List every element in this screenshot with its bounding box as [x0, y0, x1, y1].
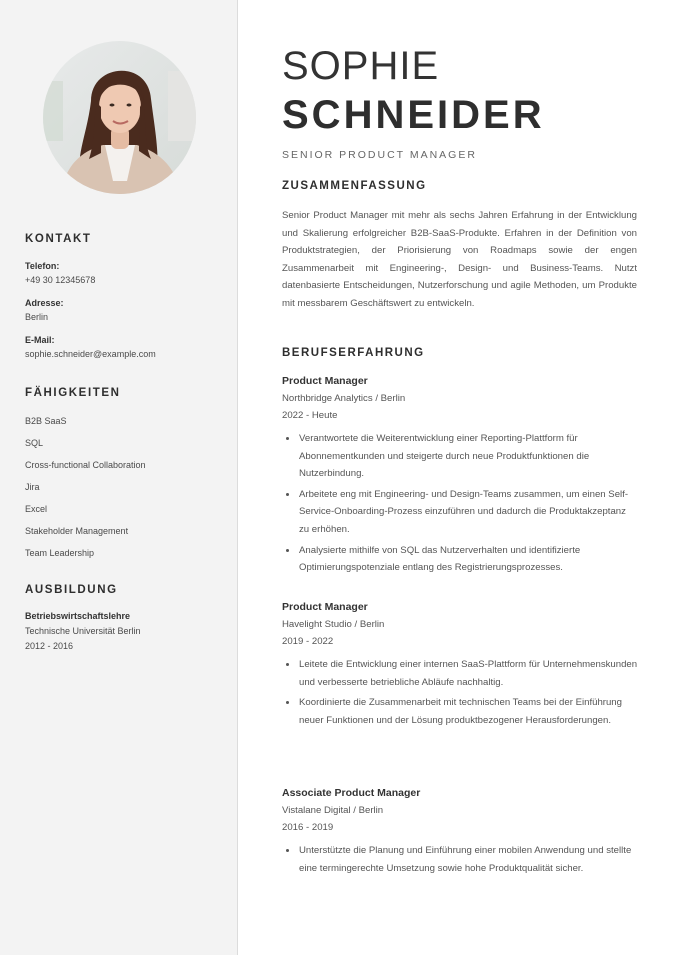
skill-item: B2B SaaS — [25, 416, 67, 426]
job-dates: 2019 - 2022 — [282, 636, 334, 647]
education-dates: 2012 - 2016 — [25, 641, 74, 651]
skill-item: Jira — [25, 482, 40, 492]
skills-section — [25, 387, 225, 564]
education-entry — [25, 609, 225, 654]
skill-item: SQL — [25, 438, 44, 448]
experience-heading: BERUFSERFAHRUNG — [282, 347, 425, 359]
portrait-image — [43, 41, 196, 194]
job-dates: 2022 - Heute — [282, 410, 338, 421]
job-company: Vistalane Digital / Berlin — [282, 805, 384, 816]
job-bullets — [282, 656, 638, 729]
job-dates: 2016 - 2019 — [282, 822, 334, 833]
job-bullet: Arbeitete eng mit Engineering- und Design-Teams zusammen, um einen Self-Service-Onboarding-Prozess einzuführen und dadurch die Produktakzeptanz zu erhöhen. — [282, 486, 638, 539]
skills-list — [25, 410, 225, 564]
skill-item: Team Leadership — [25, 548, 95, 558]
job-bullet: Koordinierte die Zusammenarbeit mit technischen Teams bei der Einführung neuer Funktionen und der Lösung produktbezogener Herausforderungen. — [282, 694, 638, 729]
job-bullets — [282, 430, 638, 577]
skill-item: Cross-functional Collaboration — [25, 460, 146, 470]
first-name: SOPHIE — [282, 44, 440, 88]
skill-item: Excel — [25, 504, 48, 514]
job-company: Northbridge Analytics / Berlin — [282, 393, 406, 404]
job-entry — [282, 785, 638, 880]
education-school: Technische Universität Berlin — [25, 626, 141, 636]
job-entry — [282, 599, 638, 732]
job-role: Product Manager — [282, 601, 368, 613]
skills-heading: FÄHIGKEITEN — [25, 387, 121, 399]
education-section — [25, 584, 225, 654]
email-value: sophie.schneider@example.com — [25, 349, 156, 359]
phone-label: Telefon: — [25, 261, 60, 271]
contact-phone — [25, 259, 225, 287]
profile-photo — [43, 41, 196, 194]
job-title: SENIOR PRODUCT MANAGER — [282, 149, 477, 161]
contact-address — [25, 296, 225, 324]
address-label: Adresse: — [25, 298, 64, 308]
job-bullet: Leitete die Entwicklung einer internen SaaS-Plattform für Unternehmenskunden und verbesserte betriebliche Abläufe nachhaltig. — [282, 656, 638, 691]
summary-text: Senior Product Manager mit mehr als sechs Jahren Erfahrung in der Entwicklung und Skalierung erfolgreicher B2B-SaaS-Produkte. Erfahren in der Definition von Produktstrategien, der Priorisierung von Roadmaps sowie der engen Zusammenarbeit mit Engineering-, Design- und Business-Teams. Nutzt datenbasierte Entscheidungen, Nutzerforschung und agile Methoden, um Produkte mit messbarem Geschäftswert zu entwickeln. — [282, 210, 637, 309]
phone-value: +49 30 12345678 — [25, 275, 96, 285]
job-bullet: Analysierte mithilfe von SQL das Nutzerverhalten und identifizierte Optimierungspotenziale entlang des Registrierungsprozesses. — [282, 542, 638, 577]
contact-section — [25, 233, 225, 361]
job-bullet: Unterstützte die Planung und Einführung einer mobilen Anwendung und stellte eine termingerechte Umsetzung sowie hohe Produktqualität sicher. — [282, 842, 638, 877]
job-bullet: Verantwortete die Weiterentwicklung einer Reporting-Plattform für Abonnementkunden und steigerte durch neue Produktfunktionen die Nutzerbindung. — [282, 430, 638, 483]
email-label: E-Mail: — [25, 335, 55, 345]
job-bullets — [282, 842, 638, 877]
education-heading: AUSBILDUNG — [25, 584, 118, 596]
job-role: Product Manager — [282, 375, 368, 387]
address-value: Berlin — [25, 312, 49, 322]
job-company: Havelight Studio / Berlin — [282, 619, 385, 630]
skill-item: Stakeholder Management — [25, 526, 129, 536]
contact-heading: KONTAKT — [25, 233, 92, 245]
job-role: Associate Product Manager — [282, 787, 421, 799]
summary-heading: ZUSAMMENFASSUNG — [282, 180, 427, 192]
education-degree: Betriebswirtschaftslehre — [25, 611, 131, 621]
contact-email — [25, 333, 225, 361]
job-entry — [282, 373, 638, 580]
last-name: SCHNEIDER — [282, 93, 545, 137]
